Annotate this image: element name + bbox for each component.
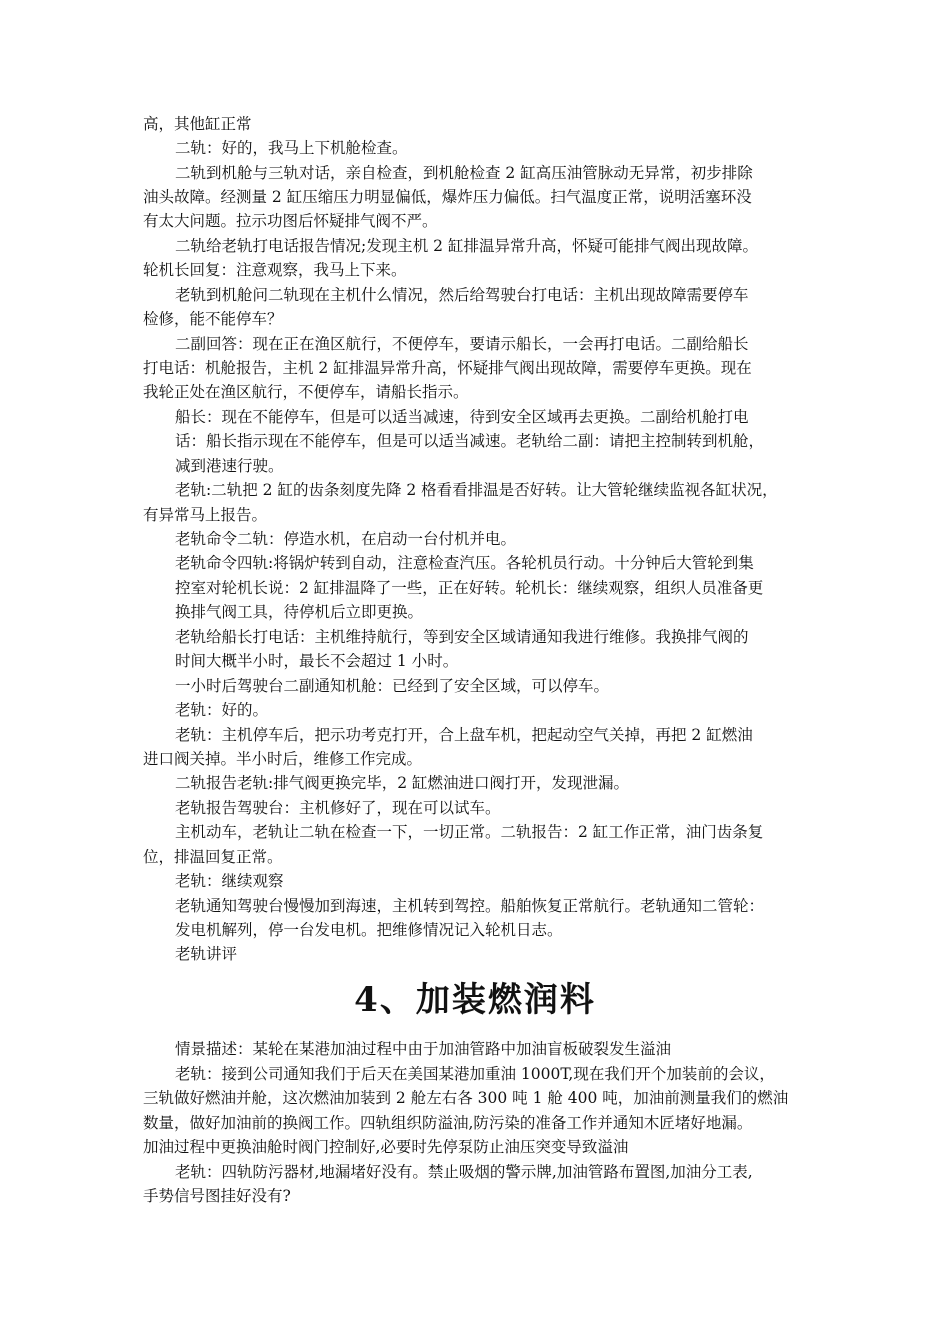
text-line: 主机动车，老轨让二轨在检查一下，一切正常。二轨报告：2 缸工作正常，油门齿条复: [175, 823, 764, 841]
text-line: 轮机长回复：注意观察，我马上下来。: [143, 261, 407, 279]
section-heading: 4、加装燃润料: [354, 980, 596, 1020]
text-line: 老轨命令四轨:将锅炉转到自动，注意检查汽压。各轮机员行动。十分钟后大管轮到集: [175, 554, 754, 572]
text-line: 手势信号图挂好没有?: [143, 1187, 291, 1205]
text-line: 位，排温回复正常。: [143, 848, 283, 866]
text-line: 老轨：主机停车后，把示功考克打开，合上盘车机，把起动空气关掉，再把 2 缸燃油: [175, 726, 753, 744]
text-line: 油头故障。经测量 2 缸压缩压力明显偏低，爆炸压力偏低。扫气温度正常，说明活塞环没: [143, 188, 752, 206]
text-line: 老轨：四轨防污器材,地漏堵好没有。禁止吸烟的警示牌,加油管路布置图,加油分工表,: [175, 1163, 753, 1181]
text-line: 进口阀关掉。半小时后，维修工作完成。: [143, 750, 423, 768]
text-line: 时间大概半小时，最长不会超过 1 小时。: [175, 652, 459, 670]
text-line: 减到港速行驶。: [175, 457, 284, 475]
text-line: 我轮正处在渔区航行，不便停车，请船长指示。: [143, 383, 469, 401]
text-line: 控室对轮机长说：2 缸排温降了一些，正在好转。轮机长：继续观察，组织人员准备更: [175, 579, 764, 597]
text-line: 老轨：好的。: [175, 701, 269, 719]
text-line: 数量，做好加油前的换阀工作。四轨组织防溢油,防污染的准备工作并通知木匠堵好地漏。: [143, 1114, 753, 1132]
text-line: 加油过程中更换油舱时阀门控制好,必要时先停泵防止油压突变导致溢油: [143, 1138, 629, 1156]
text-line: 发电机解列，停一台发电机。把维修情况记入轮机日志。: [175, 921, 563, 939]
text-line: 高，其他缸正常: [143, 115, 252, 133]
text-line: 老轨给船长打电话：主机维持航行，等到安全区域请通知我进行维修。我换排气阀的: [175, 628, 749, 646]
text-line: 情景描述：某轮在某港加油过程中由于加油管路中加油盲板破裂发生溢油: [175, 1040, 672, 1058]
text-line: 老轨报告驾驶台：主机修好了，现在可以试车。: [175, 799, 501, 817]
text-line: 二轨给老轨打电话报告情况;发现主机 2 缸排温异常升高，怀疑可能排气阀出现故障。: [175, 237, 758, 255]
text-line: 老轨:二轨把 2 缸的齿条刻度先降 2 格看看排温是否好转。让大管轮继续监视各缸状况，: [175, 481, 778, 499]
text-line: 船长：现在不能停车，但是可以适当减速，待到安全区域再去更换。二副给机舱打电: [175, 408, 749, 426]
text-line: 话：船长指示现在不能停车，但是可以适当减速。老轨给二副：请把主控制转到机舱，: [175, 432, 765, 450]
text-line: 有异常马上报告。: [143, 506, 268, 524]
text-line: 打电话：机舱报告，主机 2 缸排温异常升高，怀疑排气阀出现故障，需要停车更换。现在: [143, 359, 752, 377]
text-line: 有太大问题。拉示功图后怀疑排气阀不严。: [143, 212, 438, 230]
text-line: 老轨：继续观察: [175, 872, 284, 890]
text-line: 老轨命令二轨：停造水机，在启动一台付机并电。: [175, 530, 517, 548]
text-line: 老轨通知驾驶台慢慢加到海速，主机转到驾控。船舶恢复正常航行。老轨通知二管轮：: [175, 897, 765, 915]
text-line: 老轨：接到公司通知我们于后天在美国某港加重油 1000T,现在我们开个加装前的会议，: [175, 1065, 775, 1083]
text-line: 三轨做好燃油并舱，这次燃油加装到 2 舱左右各 300 吨 1 舱 400 吨，加油前测量我们的燃油: [143, 1089, 789, 1107]
text-line: 二轨到机舱与三轨对话，亲自检查，到机舱检查 2 缸高压油管脉动无异常，初步排除: [175, 164, 753, 182]
text-line: 一小时后驾驶台二副通知机舱：已经到了安全区域，可以停车。: [175, 677, 610, 695]
text-line: 老轨到机舱问二轨现在主机什么情况，然后给驾驶台打电话：主机出现故障需要停车: [175, 286, 749, 304]
text-line: 换排气阀工具，待停机后立即更换。: [175, 603, 424, 621]
text-line: 二轨：好的，我马上下机舱检查。: [175, 139, 408, 157]
text-line: 二副回答：现在正在渔区航行，不便停车，要请示船长，一会再打电话。二副给船长: [175, 335, 749, 353]
text-line: 二轨报告老轨:排气阀更换完毕，2 缸燃油进口阀打开，发现泄漏。: [175, 774, 630, 792]
text-line: 老轨讲评: [175, 945, 238, 963]
text-line: 检修，能不能停车？: [143, 310, 283, 328]
